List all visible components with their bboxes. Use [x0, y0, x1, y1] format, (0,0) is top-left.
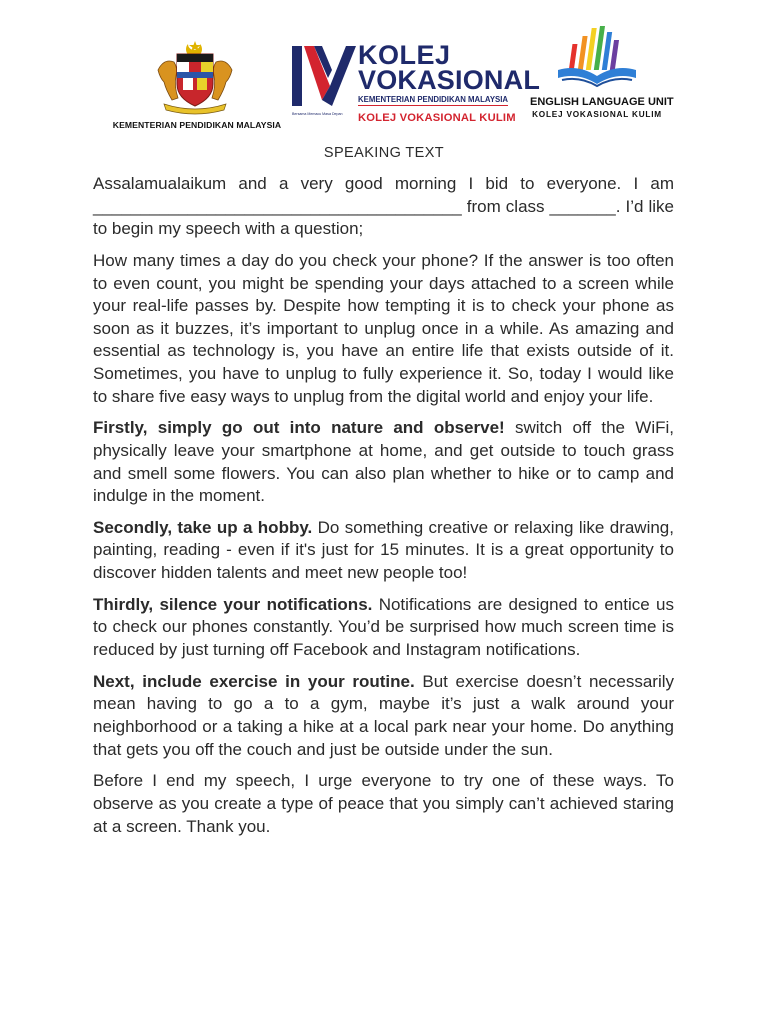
point-heading-exercise: Next, include exercise in your routine. — [93, 671, 415, 691]
kv-school-name: KOLEJ VOKASIONAL KULIM — [358, 112, 516, 124]
paragraph-exercise — [93, 671, 674, 761]
paragraph-phone-habit: How many times a day do you check your phone? If the answer is too often to even count, you might be spending your days attached to a screen while your real-life passes by. Despite how tempting it is to check your phone as soon as it buzzes, it’s important to unplug once in a while. As amazing and essential as technology is, you have an entire life that exists outside of it. Sometimes, you have to unplug to fully experience it. So, today I would like to share five easy ways to unplug from the digital world and enjoy your life. — [93, 250, 674, 406]
kv-word-kolej: KOLEJ — [358, 40, 451, 70]
paragraph-hobby — [93, 517, 674, 585]
ministry-name: KEMENTERIAN PENDIDIKAN MALAYSIA — [112, 120, 282, 130]
point-text-hobby: Do something creative or relaxing like drawing, painting, reading - even if it's just for 15 minutes. It is a great opportunity to discover hidden talents and meet new people too! — [93, 517, 674, 583]
document-title: SPEAKING TEXT — [323, 145, 445, 161]
kv-tagline: Bersama Memacu Masa Depan — [292, 112, 343, 116]
closing-paragraph: Before I end my speech, I urge everyone to try one of these ways. To observe as you create a type of peace that you simply can’t achieved staring at a screen. Thank you. — [93, 771, 674, 836]
book-bars-icon — [554, 26, 640, 94]
kolej-vokasional-logo — [292, 40, 541, 130]
kv-subtitle: KEMENTERIAN PENDIDIKAN MALAYSIA — [358, 95, 509, 104]
point-heading-notifications: Thirdly, silence your notifications. — [93, 594, 373, 614]
ministry-logo — [108, 40, 286, 132]
kv-word-vokasional: VOKASIONAL — [358, 65, 541, 95]
kv-monogram-icon — [292, 42, 356, 114]
paragraph-nature — [93, 417, 674, 507]
speech-body — [93, 173, 674, 847]
english-language-unit-logo — [530, 26, 674, 126]
intro-paragraph: Assalamualaikum and a very good morning I bid to everyone. I am _______________________________________ from class _______. I’d like to begin my speech with a question; — [93, 174, 674, 239]
point-text-exercise: But exercise doesn’t necessarily mean having to go a to a gym, maybe it’s just a walk around your neighborhood or a taking a hike at a local park near your home. Do anything that gets you off the couch and just be outside under the sun. — [93, 671, 674, 759]
point-text-nature: switch off the WiFi, physically leave your smartphone at home, and get outside to touch grass and smell some flowers. You can also plan whether to hike or to camp and indulge in the moment. — [93, 418, 674, 506]
paragraph-notifications — [93, 594, 674, 662]
elu-title: ENGLISH LANGUAGE UNIT — [530, 96, 674, 108]
point-text-notifications: Notifications are designed to entice us to check our phones constantly. You’d be surprised how much screen time is reduced by just turning off Facebook and Instagram notifications. — [93, 594, 674, 660]
point-heading-hobby: Secondly, take up a hobby. — [93, 517, 313, 537]
point-heading-nature: Firstly, simply go out into nature and observe! — [93, 418, 505, 438]
coat-of-arms-icon — [150, 40, 240, 116]
document-header — [0, 0, 768, 140]
elu-college: KOLEJ VOKASIONAL KULIM — [532, 110, 662, 119]
